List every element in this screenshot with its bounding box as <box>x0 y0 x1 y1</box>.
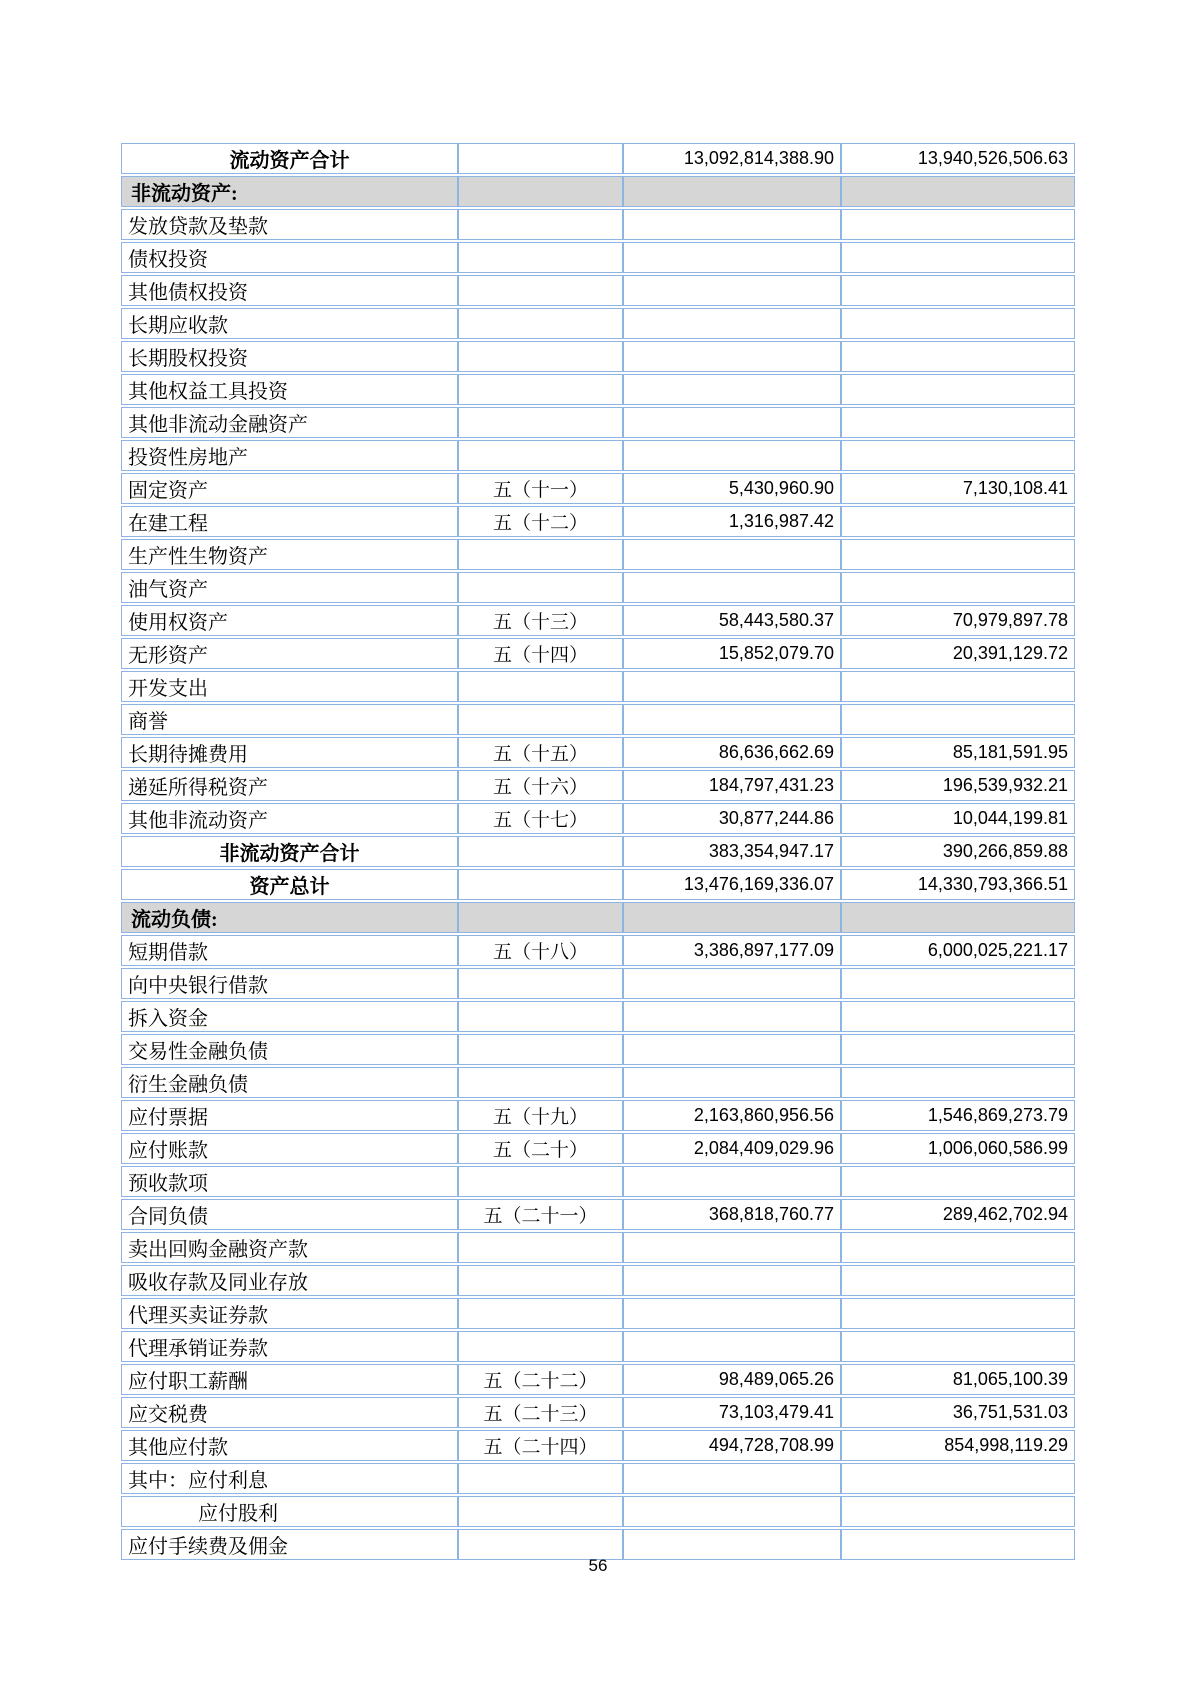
prior-amount-cell <box>841 407 1075 438</box>
current-amount-cell <box>623 902 841 933</box>
prior-amount-cell <box>841 968 1075 999</box>
prior-amount-cell: 85,181,591.95 <box>841 737 1075 768</box>
prior-amount-cell: 1,546,869,273.79 <box>841 1100 1075 1131</box>
table-row <box>121 1166 1075 1197</box>
prior-amount-cell <box>841 209 1075 240</box>
item-name-cell: 拆入资金 <box>121 1001 458 1032</box>
note-ref-cell: 五（十二） <box>458 506 623 537</box>
prior-amount-cell: 854,998,119.29 <box>841 1430 1075 1461</box>
current-amount-cell <box>623 968 841 999</box>
prior-amount-cell <box>841 275 1075 306</box>
prior-amount-cell: 81,065,100.39 <box>841 1364 1075 1395</box>
note-ref-cell <box>458 1265 623 1296</box>
item-name-cell: 其他权益工具投资 <box>121 374 458 405</box>
current-amount-cell <box>623 275 841 306</box>
prior-amount-cell <box>841 1232 1075 1263</box>
current-amount-cell <box>623 1166 841 1197</box>
item-name-cell: 其他非流动资产 <box>121 803 458 834</box>
note-ref-cell <box>458 374 623 405</box>
item-name-cell: 吸收存款及同业存放 <box>121 1265 458 1296</box>
current-amount-cell <box>623 242 841 273</box>
table-row <box>121 1001 1075 1032</box>
current-amount-cell: 184,797,431.23 <box>623 770 841 801</box>
prior-amount-cell: 1,006,060,586.99 <box>841 1133 1075 1164</box>
note-ref-cell: 五（二十） <box>458 1133 623 1164</box>
item-name-cell: 生产性生物资产 <box>121 539 458 570</box>
table-row <box>121 1430 1075 1461</box>
prior-amount-cell: 6,000,025,221.17 <box>841 935 1075 966</box>
table-row <box>121 737 1075 768</box>
item-name-cell: 衍生金融负债 <box>121 1067 458 1098</box>
note-ref-cell <box>458 143 623 174</box>
table-row <box>121 506 1075 537</box>
item-name-cell: 资产总计 <box>121 869 458 900</box>
balance-sheet-table <box>121 141 1075 1562</box>
current-amount-cell: 3,386,897,177.09 <box>623 935 841 966</box>
note-ref-cell <box>458 1034 623 1065</box>
note-ref-cell <box>458 1496 623 1527</box>
table-row <box>121 935 1075 966</box>
note-ref-cell <box>458 440 623 471</box>
item-name-cell: 应交税费 <box>121 1397 458 1428</box>
table-row <box>121 1397 1075 1428</box>
prior-amount-cell <box>841 1331 1075 1362</box>
note-ref-cell <box>458 209 623 240</box>
table-row <box>121 440 1075 471</box>
note-ref-cell <box>458 242 623 273</box>
current-amount-cell <box>623 374 841 405</box>
current-amount-cell: 13,476,169,336.07 <box>623 869 841 900</box>
table-row <box>121 1496 1075 1527</box>
table-row <box>121 803 1075 834</box>
note-ref-cell <box>458 1331 623 1362</box>
current-amount-cell <box>623 440 841 471</box>
note-ref-cell <box>458 275 623 306</box>
item-name-cell: 商誉 <box>121 704 458 735</box>
current-amount-cell <box>623 308 841 339</box>
table-row <box>121 308 1075 339</box>
item-name-cell: 应付账款 <box>121 1133 458 1164</box>
table-row <box>121 1463 1075 1494</box>
note-ref-cell <box>458 1166 623 1197</box>
item-name-cell: 代理承销证券款 <box>121 1331 458 1362</box>
note-ref-cell <box>458 836 623 867</box>
current-amount-cell <box>623 539 841 570</box>
prior-amount-cell: 14,330,793,366.51 <box>841 869 1075 900</box>
item-name-cell: 债权投资 <box>121 242 458 273</box>
table-row <box>121 1265 1075 1296</box>
prior-amount-cell: 70,979,897.78 <box>841 605 1075 636</box>
balance-table-body <box>121 143 1075 1560</box>
note-ref-cell <box>458 407 623 438</box>
item-name-cell: 无形资产 <box>121 638 458 669</box>
current-amount-cell <box>623 1067 841 1098</box>
item-name-cell: 应付手续费及佣金 <box>121 1529 458 1560</box>
current-amount-cell: 2,084,409,029.96 <box>623 1133 841 1164</box>
note-ref-cell: 五（十七） <box>458 803 623 834</box>
prior-amount-cell <box>841 440 1075 471</box>
table-row <box>121 275 1075 306</box>
prior-amount-cell <box>841 1166 1075 1197</box>
item-name-cell: 应付票据 <box>121 1100 458 1131</box>
note-ref-cell <box>458 869 623 900</box>
item-name-cell: 卖出回购金融资产款 <box>121 1232 458 1263</box>
note-ref-cell <box>458 176 623 207</box>
note-ref-cell: 五（二十三） <box>458 1397 623 1428</box>
current-amount-cell <box>623 704 841 735</box>
item-name-cell: 开发支出 <box>121 671 458 702</box>
note-ref-cell <box>458 308 623 339</box>
item-name-cell: 投资性房地产 <box>121 440 458 471</box>
note-ref-cell <box>458 704 623 735</box>
table-row <box>121 176 1075 207</box>
prior-amount-cell <box>841 176 1075 207</box>
current-amount-cell <box>623 1496 841 1527</box>
prior-amount-cell <box>841 902 1075 933</box>
item-name-cell: 递延所得税资产 <box>121 770 458 801</box>
note-ref-cell: 五（十三） <box>458 605 623 636</box>
current-amount-cell: 494,728,708.99 <box>623 1430 841 1461</box>
prior-amount-cell <box>841 374 1075 405</box>
note-ref-cell <box>458 671 623 702</box>
note-ref-cell <box>458 968 623 999</box>
item-name-cell: 应付职工薪酬 <box>121 1364 458 1395</box>
note-ref-cell: 五（二十一） <box>458 1199 623 1230</box>
current-amount-cell: 30,877,244.86 <box>623 803 841 834</box>
item-name-cell: 在建工程 <box>121 506 458 537</box>
note-ref-cell <box>458 341 623 372</box>
current-amount-cell <box>623 1331 841 1362</box>
item-name-cell: 长期待摊费用 <box>121 737 458 768</box>
table-row <box>121 242 1075 273</box>
prior-amount-cell <box>841 1034 1075 1065</box>
table-row <box>121 968 1075 999</box>
prior-amount-cell <box>841 506 1075 537</box>
item-name-cell: 非流动资产: <box>121 176 458 207</box>
current-amount-cell: 368,818,760.77 <box>623 1199 841 1230</box>
prior-amount-cell: 20,391,129.72 <box>841 638 1075 669</box>
item-name-cell: 长期股权投资 <box>121 341 458 372</box>
current-amount-cell <box>623 209 841 240</box>
current-amount-cell: 15,852,079.70 <box>623 638 841 669</box>
item-name-cell: 向中央银行借款 <box>121 968 458 999</box>
current-amount-cell: 86,636,662.69 <box>623 737 841 768</box>
table-row <box>121 143 1075 174</box>
prior-amount-cell <box>841 242 1075 273</box>
current-amount-cell <box>623 1463 841 1494</box>
table-row <box>121 374 1075 405</box>
current-amount-cell <box>623 1265 841 1296</box>
current-amount-cell: 383,354,947.17 <box>623 836 841 867</box>
table-row <box>121 1034 1075 1065</box>
note-ref-cell: 五（十一） <box>458 473 623 504</box>
prior-amount-cell <box>841 671 1075 702</box>
table-row <box>121 209 1075 240</box>
item-name-cell: 合同负债 <box>121 1199 458 1230</box>
table-row <box>121 704 1075 735</box>
table-row <box>121 671 1075 702</box>
note-ref-cell <box>458 1067 623 1098</box>
prior-amount-cell: 7,130,108.41 <box>841 473 1075 504</box>
prior-amount-cell <box>841 1463 1075 1494</box>
current-amount-cell <box>623 1298 841 1329</box>
item-name-cell: 其他债权投资 <box>121 275 458 306</box>
current-amount-cell: 5,430,960.90 <box>623 473 841 504</box>
item-name-cell: 非流动资产合计 <box>121 836 458 867</box>
current-amount-cell <box>623 176 841 207</box>
prior-amount-cell <box>841 341 1075 372</box>
current-amount-cell <box>623 671 841 702</box>
current-amount-cell <box>623 407 841 438</box>
table-row <box>121 473 1075 504</box>
prior-amount-cell: 390,266,859.88 <box>841 836 1075 867</box>
balance-sheet-table-wrap <box>121 141 1075 1562</box>
prior-amount-cell <box>841 1265 1075 1296</box>
table-row <box>121 1331 1075 1362</box>
table-row <box>121 1100 1075 1131</box>
item-name-cell: 油气资产 <box>121 572 458 603</box>
table-row <box>121 770 1075 801</box>
table-row <box>121 869 1075 900</box>
current-amount-cell <box>623 1034 841 1065</box>
item-name-cell: 交易性金融负债 <box>121 1034 458 1065</box>
prior-amount-cell: 13,940,526,506.63 <box>841 143 1075 174</box>
note-ref-cell <box>458 572 623 603</box>
table-row <box>121 1199 1075 1230</box>
prior-amount-cell: 289,462,702.94 <box>841 1199 1075 1230</box>
item-name-cell: 发放贷款及垫款 <box>121 209 458 240</box>
current-amount-cell <box>623 1001 841 1032</box>
item-name-cell: 长期应收款 <box>121 308 458 339</box>
note-ref-cell <box>458 1232 623 1263</box>
prior-amount-cell <box>841 1001 1075 1032</box>
item-name-cell: 其中：应付利息 <box>121 1463 458 1494</box>
table-row <box>121 1133 1075 1164</box>
item-name-cell: 流动负债: <box>121 902 458 933</box>
prior-amount-cell: 36,751,531.03 <box>841 1397 1075 1428</box>
note-ref-cell: 五（十五） <box>458 737 623 768</box>
prior-amount-cell <box>841 1067 1075 1098</box>
prior-amount-cell <box>841 1298 1075 1329</box>
current-amount-cell <box>623 572 841 603</box>
table-row <box>121 1232 1075 1263</box>
prior-amount-cell <box>841 539 1075 570</box>
item-name-cell: 预收款项 <box>121 1166 458 1197</box>
current-amount-cell: 2,163,860,956.56 <box>623 1100 841 1131</box>
note-ref-cell: 五（十八） <box>458 935 623 966</box>
table-row <box>121 341 1075 372</box>
item-name-cell: 代理买卖证券款 <box>121 1298 458 1329</box>
prior-amount-cell <box>841 308 1075 339</box>
table-row <box>121 902 1075 933</box>
item-name-cell: 使用权资产 <box>121 605 458 636</box>
table-row <box>121 638 1075 669</box>
table-row <box>121 407 1075 438</box>
table-row <box>121 605 1075 636</box>
item-name-cell: 其他应付款 <box>121 1430 458 1461</box>
prior-amount-cell: 10,044,199.81 <box>841 803 1075 834</box>
current-amount-cell <box>623 1232 841 1263</box>
table-row <box>121 1364 1075 1395</box>
note-ref-cell <box>458 1463 623 1494</box>
item-name-cell: 应付股利 <box>121 1496 458 1527</box>
note-ref-cell: 五（十九） <box>458 1100 623 1131</box>
item-name-cell: 流动资产合计 <box>121 143 458 174</box>
table-row <box>121 1298 1075 1329</box>
item-name-cell: 其他非流动金融资产 <box>121 407 458 438</box>
table-row <box>121 1067 1075 1098</box>
page-number: 56 <box>588 1556 608 1575</box>
note-ref-cell <box>458 539 623 570</box>
item-name-cell: 短期借款 <box>121 935 458 966</box>
item-name-cell: 固定资产 <box>121 473 458 504</box>
current-amount-cell: 1,316,987.42 <box>623 506 841 537</box>
prior-amount-cell <box>841 704 1075 735</box>
table-row <box>121 539 1075 570</box>
table-row <box>121 836 1075 867</box>
current-amount-cell: 13,092,814,388.90 <box>623 143 841 174</box>
prior-amount-cell: 196,539,932.21 <box>841 770 1075 801</box>
current-amount-cell: 58,443,580.37 <box>623 605 841 636</box>
prior-amount-cell <box>841 572 1075 603</box>
note-ref-cell <box>458 902 623 933</box>
prior-amount-cell <box>841 1496 1075 1527</box>
note-ref-cell <box>458 1298 623 1329</box>
table-row <box>121 572 1075 603</box>
current-amount-cell: 73,103,479.41 <box>623 1397 841 1428</box>
current-amount-cell: 98,489,065.26 <box>623 1364 841 1395</box>
note-ref-cell <box>458 1001 623 1032</box>
note-ref-cell: 五（二十四） <box>458 1430 623 1461</box>
note-ref-cell: 五（十四） <box>458 638 623 669</box>
note-ref-cell: 五（十六） <box>458 770 623 801</box>
note-ref-cell: 五（二十二） <box>458 1364 623 1395</box>
current-amount-cell <box>623 341 841 372</box>
